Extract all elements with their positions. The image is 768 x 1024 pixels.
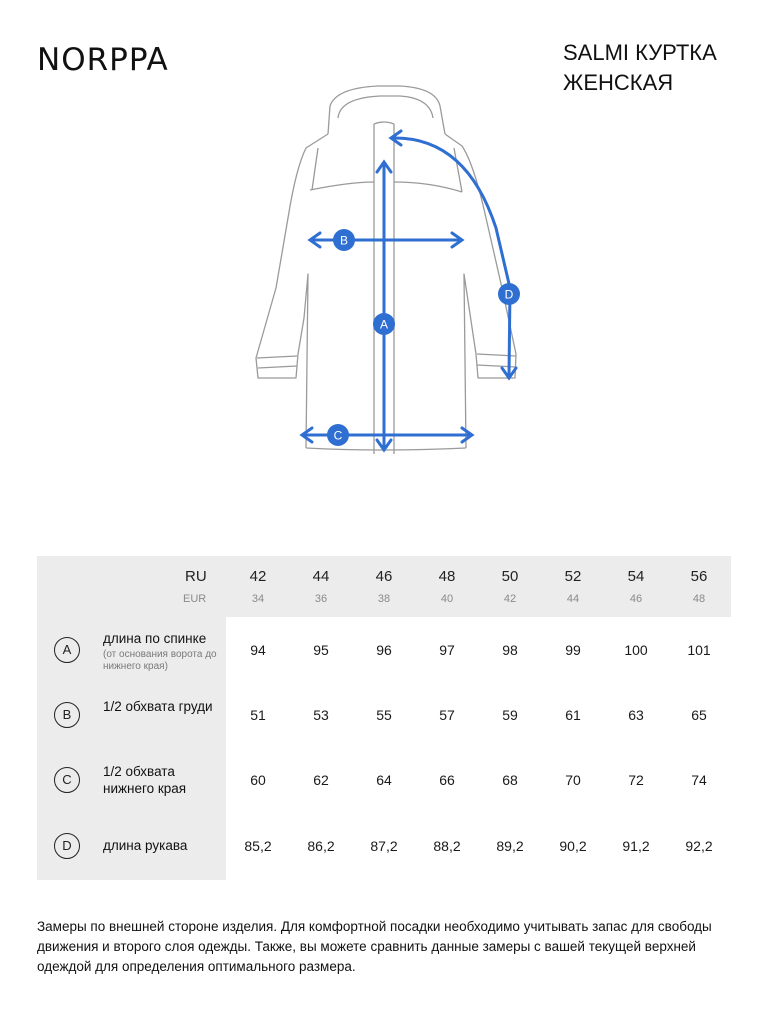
value-cell: 98	[502, 642, 518, 658]
measure-d-line	[392, 138, 510, 376]
measurement-note: Замеры по внешней стороне изделия. Для комфортной посадки необходимо учитывать запас для свободы движения и второго слоя одежды. Также, вы можете сравнить данные замеры с вашей текущей верхней одеждой для определения оптимального размера.	[37, 919, 712, 974]
product-title-line2: ЖЕНСКАЯ	[563, 70, 674, 95]
value-cell: 100	[624, 642, 648, 658]
value-cell: 61	[565, 707, 581, 723]
value-cell: 70	[565, 772, 581, 788]
value-cell: 60	[250, 772, 266, 788]
value-cell: 66	[439, 772, 455, 788]
eur-label: EUR	[183, 593, 207, 605]
row-letter-c: C	[54, 767, 80, 793]
value-cell: 96	[376, 642, 392, 658]
size-eur-7: 48	[692, 593, 706, 605]
hood-inner-outline	[338, 96, 433, 118]
size-ru-6: 54	[627, 568, 645, 585]
row-label-text: 1/2 обхвата нижнего края	[103, 764, 187, 796]
value-cell: 94	[250, 642, 266, 658]
size-table	[37, 556, 731, 880]
left-body-outline	[256, 134, 328, 448]
value-cell: 74	[691, 772, 707, 788]
value-cell: 87,2	[370, 838, 398, 854]
size-eur-3: 40	[440, 593, 454, 605]
value-cell: 95	[313, 642, 329, 658]
size-eur-5: 44	[566, 593, 580, 605]
value-cell: 91,2	[622, 838, 650, 854]
value-cell: 99	[565, 642, 581, 658]
product-title-line1: SALMI КУРТКА	[563, 40, 717, 65]
value-cell: 90,2	[559, 838, 587, 854]
value-cell: 59	[502, 707, 518, 723]
marker-b-text: B	[339, 233, 349, 248]
jacket-measurement-diagram	[240, 78, 530, 458]
value-cell: 68	[502, 772, 518, 788]
left-cuff-outline	[257, 356, 297, 368]
size-ru-1: 44	[312, 568, 330, 585]
size-ru-4: 50	[501, 568, 519, 585]
product-title	[563, 38, 753, 98]
row-letter-b: B	[54, 702, 80, 728]
value-cell: 97	[439, 642, 455, 658]
value-cell: 55	[376, 707, 392, 723]
diagram-markers	[327, 229, 520, 446]
row-letter-a: A	[54, 637, 80, 663]
size-ru-5: 52	[564, 568, 582, 585]
size-ru-0: 42	[249, 568, 267, 585]
size-ru-2: 46	[375, 568, 393, 585]
size-eur-2: 38	[377, 593, 391, 605]
size-ru-3: 48	[438, 568, 456, 585]
size-eur-4: 42	[503, 593, 517, 605]
row-label-subtext: (от основания ворота до нижнего края)	[103, 649, 217, 672]
value-cell: 85,2	[244, 838, 272, 854]
measure-d-arrowheads	[391, 131, 516, 378]
value-cell: 72	[628, 772, 644, 788]
size-eur-0: 34	[251, 593, 265, 605]
ru-label: RU	[185, 568, 207, 585]
size-header-band	[226, 556, 731, 617]
row-label-text: длина по спинке	[103, 631, 207, 646]
size-ru-7: 56	[690, 568, 708, 585]
row-label-d	[103, 837, 223, 854]
row-label-text: 1/2 обхвата груди	[103, 699, 213, 714]
yoke-outline	[310, 182, 462, 192]
value-cell: 51	[250, 707, 266, 723]
value-cell: 88,2	[433, 838, 461, 854]
value-cell: 64	[376, 772, 392, 788]
size-eur-1: 36	[314, 593, 328, 605]
value-cell: 101	[687, 642, 711, 658]
collar-outline	[374, 122, 394, 124]
value-cell: 57	[439, 707, 455, 723]
marker-d-text: D	[504, 287, 514, 302]
value-cell: 89,2	[496, 838, 524, 854]
brand-logo: NORPPA	[37, 42, 169, 78]
row-label-b	[103, 698, 223, 715]
value-cell: 63	[628, 707, 644, 723]
row-letter-d: D	[54, 833, 80, 859]
size-eur-6: 46	[629, 593, 643, 605]
value-cell: 62	[313, 772, 329, 788]
row-label-a	[103, 630, 223, 673]
hood-outline	[328, 86, 445, 134]
row-label-c	[103, 763, 223, 797]
value-cell: 53	[313, 707, 329, 723]
value-cell: 65	[691, 707, 707, 723]
row-label-text: длина рукава	[103, 838, 188, 853]
marker-c-text: C	[333, 428, 343, 443]
marker-a-text: A	[379, 317, 389, 332]
value-cell: 86,2	[307, 838, 335, 854]
value-cell: 92,2	[685, 838, 713, 854]
